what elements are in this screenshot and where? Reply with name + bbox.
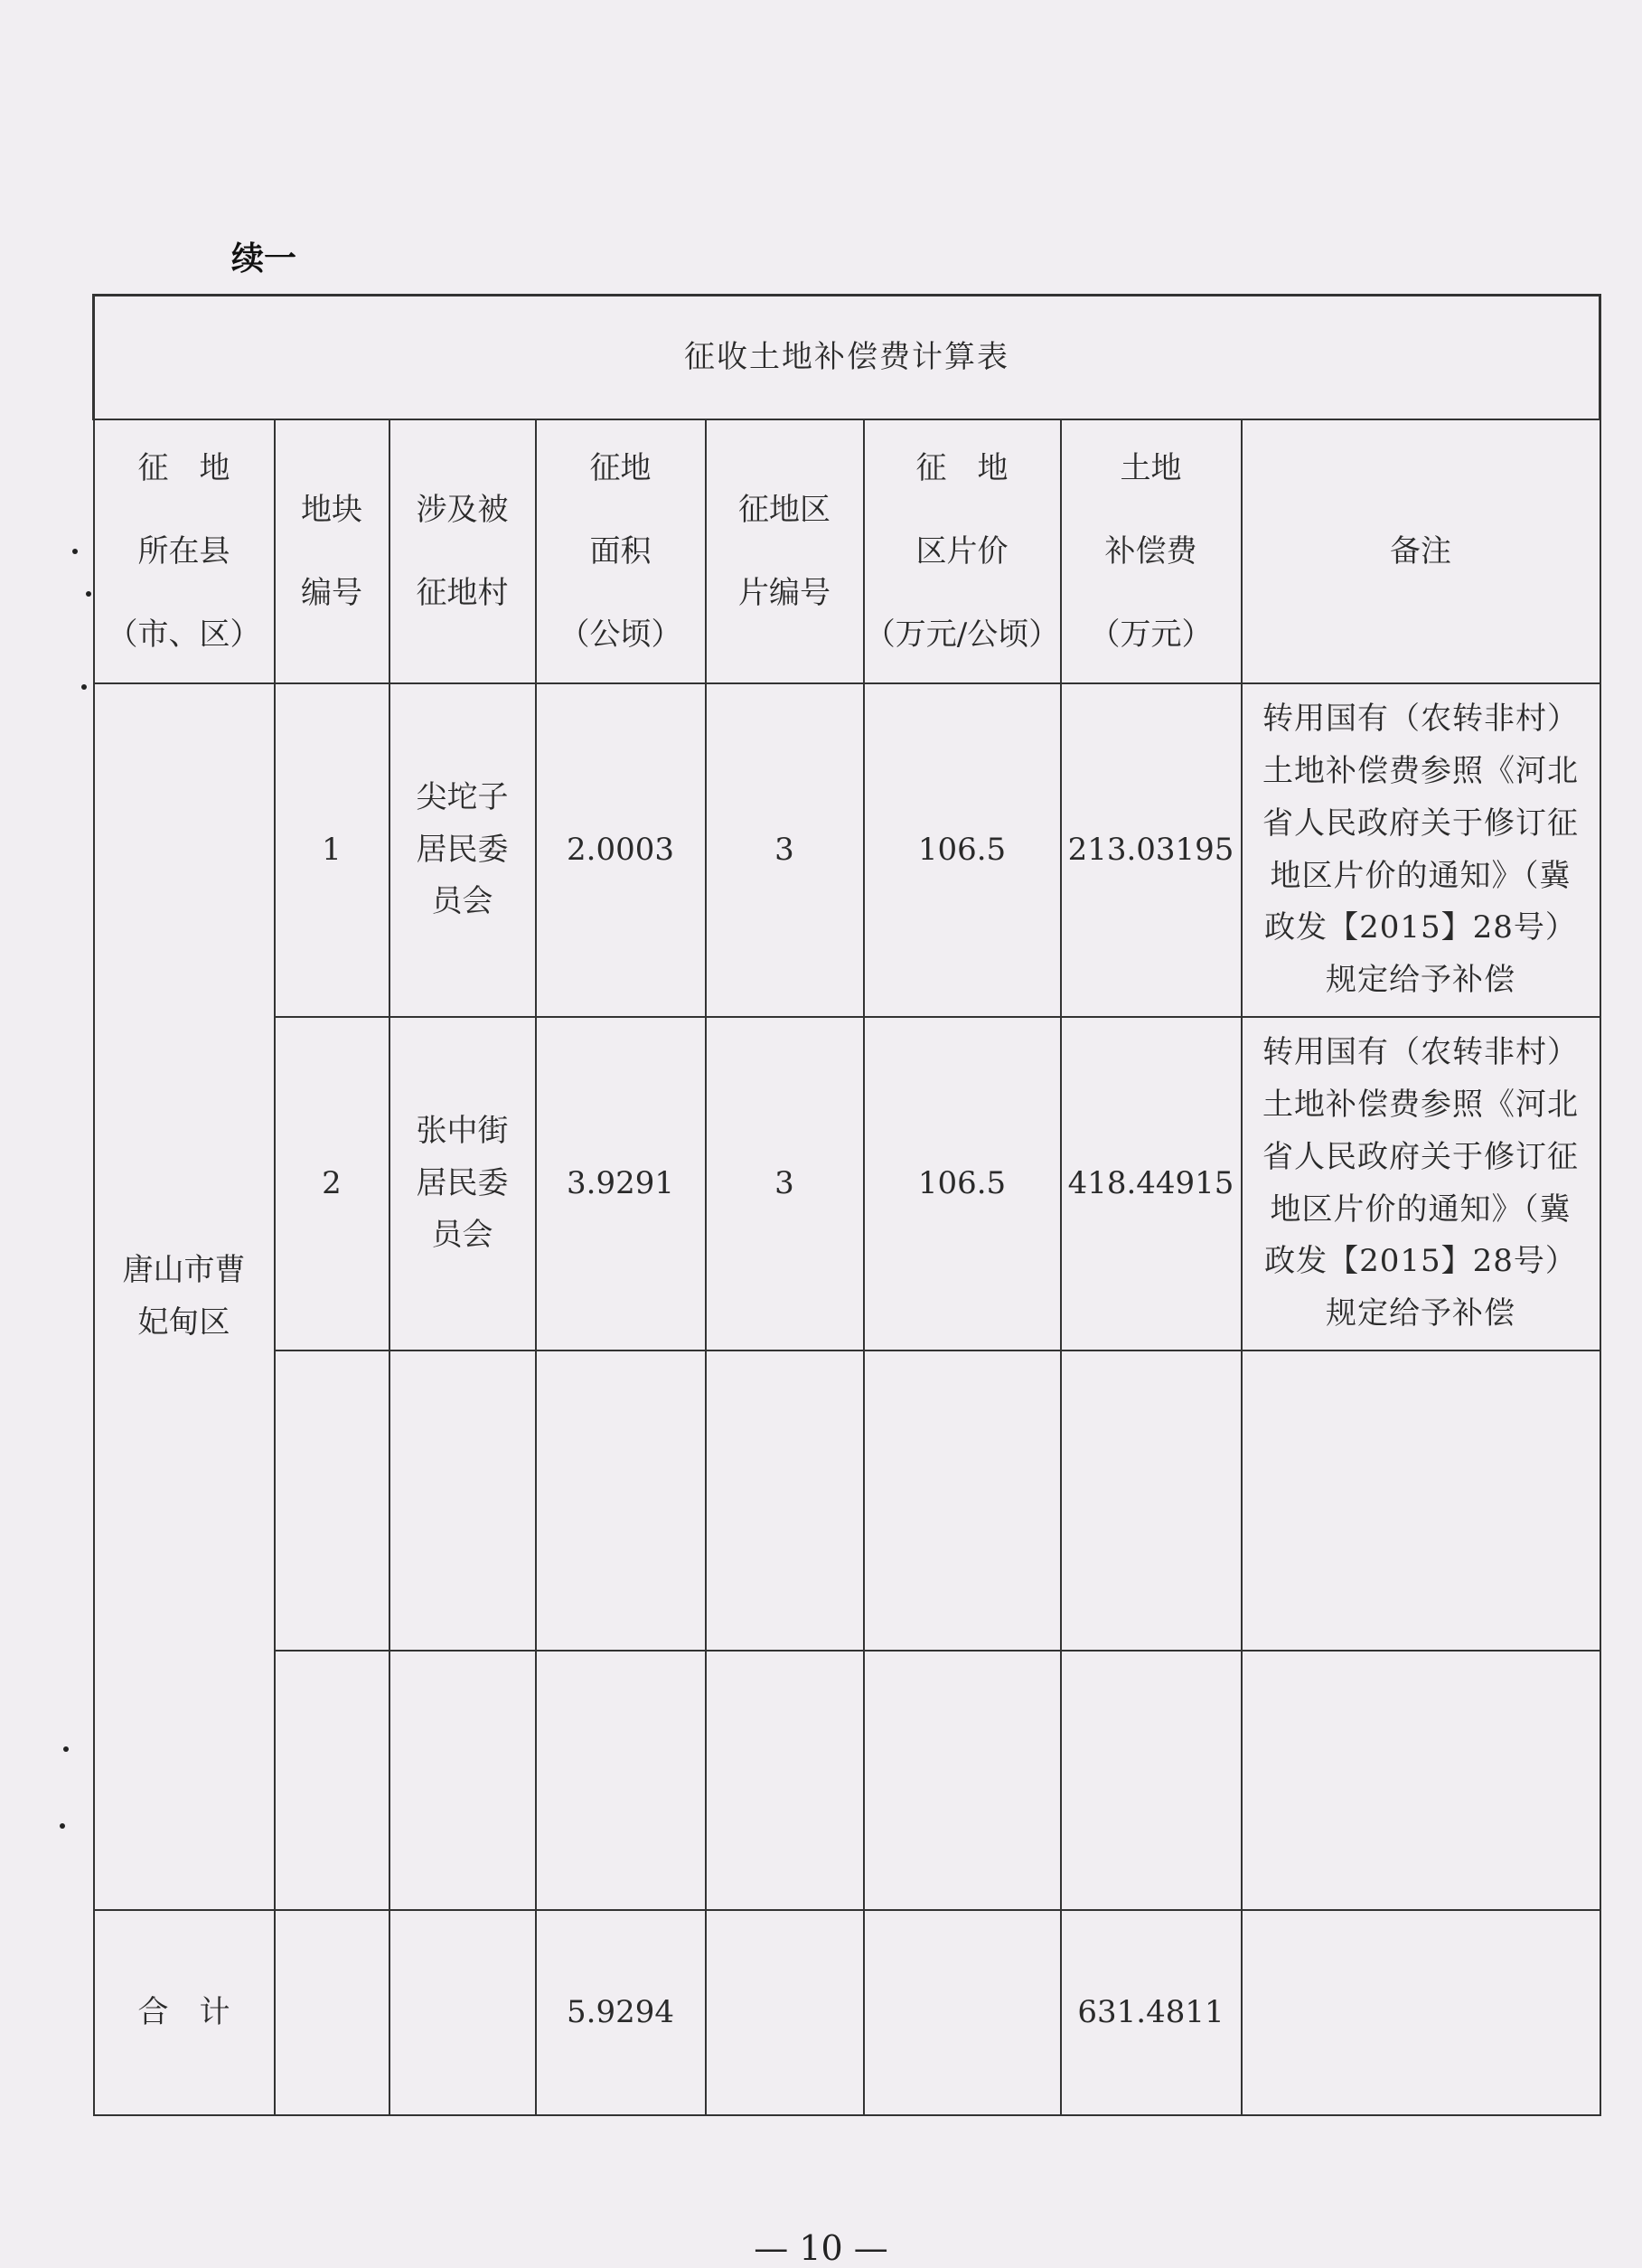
county-cell — [94, 683, 275, 1910]
header-remark: 备注 — [1242, 419, 1600, 683]
scan-dot — [63, 1746, 69, 1752]
village-line1: 张中街 — [416, 1112, 509, 1149]
area-cell: 2.0003 — [536, 683, 706, 1017]
empty-cell — [1242, 1910, 1600, 2115]
header-county-line2: 所在县 — [137, 533, 230, 569]
village-cell — [389, 1017, 536, 1350]
compensation-table — [92, 294, 1601, 2116]
header-plot-line2: 编号 — [301, 575, 362, 611]
village-line3: 员会 — [431, 883, 493, 920]
empty-cell — [706, 1910, 864, 2115]
header-county-line3: （市、区） — [107, 616, 261, 653]
continued-label: 续一 — [231, 240, 297, 278]
village-line1: 尖坨子 — [416, 778, 509, 815]
zone-cell: 3 — [706, 1017, 864, 1350]
header-fee-line1: 土地 — [1120, 450, 1182, 486]
scan-dot — [72, 549, 78, 554]
header-village-line2: 征地村 — [416, 575, 509, 611]
total-row — [94, 1910, 1600, 2115]
remark-cell: 转用国有（农转非村）土地补偿费参照《河北省人民政府关于修订征地区片价的通知》（冀政发【2015】28号）规定给予补偿 — [1242, 1017, 1600, 1350]
plot-cell: 2 — [275, 1017, 389, 1350]
village-cell — [389, 683, 536, 1017]
empty-row — [94, 1651, 1600, 1910]
empty-cell — [389, 1651, 536, 1910]
empty-cell — [864, 1910, 1061, 2115]
total-label: 合 计 — [94, 1910, 275, 2115]
price-cell: 106.5 — [864, 1017, 1061, 1350]
empty-cell — [1061, 1651, 1242, 1910]
area-cell: 3.9291 — [536, 1017, 706, 1350]
header-price-line3: （万元/公顷） — [864, 616, 1060, 653]
empty-cell — [536, 1651, 706, 1910]
header-area-line1: 征地 — [589, 450, 652, 486]
empty-cell — [706, 1651, 864, 1910]
plot-cell: 1 — [275, 683, 389, 1017]
header-price — [864, 419, 1061, 683]
fee-cell: 213.03195 — [1061, 683, 1242, 1017]
header-area-line3: （公顷） — [558, 616, 682, 653]
header-row — [94, 419, 1600, 683]
header-area — [536, 419, 706, 683]
remark-cell: 转用国有（农转非村）土地补偿费参照《河北省人民政府关于修订征地区片价的通知》（冀政发【2015】28号）规定给予补偿 — [1242, 683, 1600, 1017]
scan-dot — [60, 1823, 65, 1829]
table-row — [94, 683, 1600, 1017]
table-row — [94, 1017, 1600, 1350]
scan-dot — [81, 684, 87, 690]
empty-cell — [864, 1350, 1061, 1651]
header-county-line1: 征 地 — [137, 450, 230, 486]
village-line2: 居民委 — [416, 1164, 509, 1201]
header-village-line1: 涉及被 — [416, 492, 509, 528]
zone-cell: 3 — [706, 683, 864, 1017]
empty-cell — [1242, 1350, 1600, 1651]
header-price-line2: 区片价 — [915, 533, 1009, 569]
header-county — [94, 419, 275, 683]
county-value-line2: 妃甸区 — [137, 1303, 230, 1341]
header-fee-line2: 补偿费 — [1104, 533, 1197, 569]
empty-cell — [864, 1651, 1061, 1910]
header-zone — [706, 419, 864, 683]
village-line2: 居民委 — [416, 831, 509, 868]
empty-cell — [1242, 1651, 1600, 1910]
empty-row — [94, 1350, 1600, 1651]
empty-cell — [275, 1350, 389, 1651]
header-fee-line3: （万元） — [1089, 616, 1213, 653]
empty-cell — [1061, 1350, 1242, 1651]
total-fee: 631.4811 — [1061, 1910, 1242, 2115]
empty-cell — [389, 1910, 536, 2115]
empty-cell — [389, 1350, 536, 1651]
empty-cell — [706, 1350, 864, 1651]
county-value-line1: 唐山市曹 — [122, 1251, 246, 1288]
price-cell: 106.5 — [864, 683, 1061, 1017]
fee-cell: 418.44915 — [1061, 1017, 1242, 1350]
header-zone-line1: 征地区 — [738, 492, 830, 528]
header-area-line2: 面积 — [589, 533, 652, 569]
village-line3: 员会 — [431, 1217, 493, 1254]
empty-cell — [275, 1910, 389, 2115]
header-zone-line2: 片编号 — [738, 575, 830, 611]
scan-dot — [86, 591, 91, 597]
header-village — [389, 419, 536, 683]
empty-cell — [536, 1350, 706, 1651]
empty-cell — [275, 1651, 389, 1910]
total-area: 5.9294 — [536, 1910, 706, 2115]
header-plot-line1: 地块 — [301, 492, 362, 528]
table-title: 征收土地补偿费计算表 — [94, 296, 1600, 420]
header-fee — [1061, 419, 1242, 683]
header-plot — [275, 419, 389, 683]
header-price-line1: 征 地 — [915, 450, 1009, 486]
page-number: — 10 — — [754, 2228, 888, 2268]
